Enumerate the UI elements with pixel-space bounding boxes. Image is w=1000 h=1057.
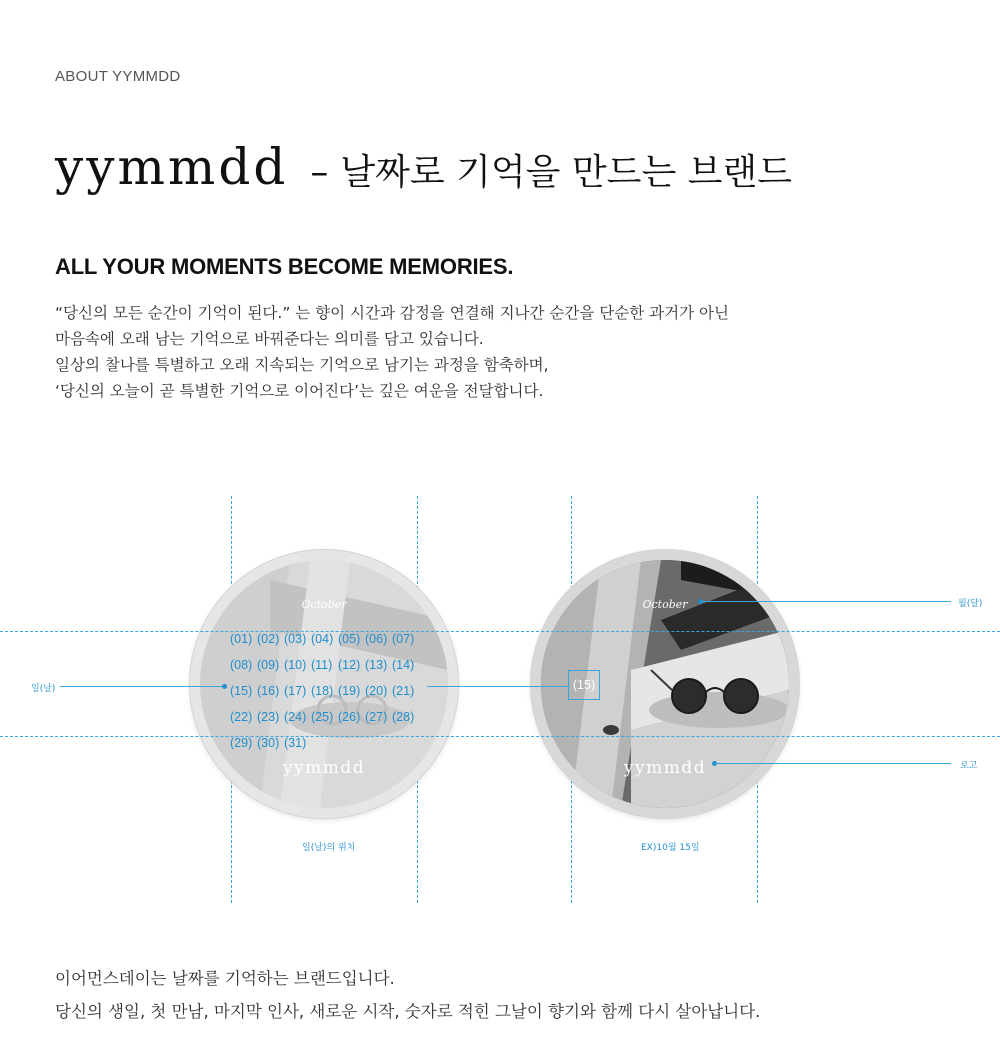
day-number: (30) bbox=[257, 736, 280, 750]
left-coaster-caption: 일(날)의 위치 bbox=[302, 843, 356, 853]
day-number: (21) bbox=[392, 684, 415, 698]
day-number: (08) bbox=[230, 658, 253, 672]
description-line: “당신의 모든 순간이 기억이 된다.” 는 향이 시간과 감정을 연결해 지나간 순간을 단순한 과거가 아닌 bbox=[55, 304, 729, 322]
page-title bbox=[55, 138, 792, 196]
day-number: (19) bbox=[338, 684, 361, 698]
day-number: (20) bbox=[365, 684, 388, 698]
day-number-grid bbox=[230, 628, 420, 758]
day-number: (04) bbox=[311, 632, 334, 646]
guide-line-horizontal bbox=[0, 631, 1000, 632]
day-number: (16) bbox=[257, 684, 280, 698]
day-number: (22) bbox=[230, 710, 253, 724]
coaster-month: October bbox=[301, 598, 347, 611]
brand-description bbox=[55, 300, 935, 404]
day-number: (01) bbox=[230, 632, 253, 646]
brand-wordmark: yymmdd bbox=[55, 138, 289, 196]
day-leader-line bbox=[60, 686, 224, 687]
footer-line: 당신의 생일, 첫 만남, 마지막 인사, 새로운 시작, 숫자로 적힌 그날이 향기와 함께 다시 살아납니다. bbox=[55, 1002, 761, 1021]
selected-day-marker: (15) bbox=[568, 670, 600, 700]
month-leader-line bbox=[701, 601, 951, 602]
day-number: (07) bbox=[392, 632, 415, 646]
description-line: 마음속에 오래 남는 기억으로 바꿔준다는 의미를 담고 있습니다. bbox=[55, 330, 484, 348]
coaster-logo: yymmdd bbox=[623, 758, 707, 778]
coaster-logo: yymmdd bbox=[282, 758, 366, 778]
day-number: (10) bbox=[284, 658, 307, 672]
month-label: 월(달) bbox=[958, 599, 983, 609]
title-dash: – bbox=[310, 152, 329, 193]
day-number: (05) bbox=[338, 632, 361, 646]
day-number: (27) bbox=[365, 710, 388, 724]
coaster-month: October bbox=[642, 598, 688, 611]
day-number: (18) bbox=[311, 684, 334, 698]
day-number: (28) bbox=[392, 710, 415, 724]
day-leader-dot bbox=[222, 684, 227, 689]
guide-line-horizontal bbox=[0, 736, 1000, 737]
day-number: (11) bbox=[311, 658, 333, 672]
day-number: (23) bbox=[257, 710, 280, 724]
logo-leader-line bbox=[715, 763, 951, 764]
day-number: (06) bbox=[365, 632, 388, 646]
day-number: (09) bbox=[257, 658, 280, 672]
day-number: (17) bbox=[284, 684, 307, 698]
logo-label: 로고 bbox=[960, 761, 978, 771]
day-number: (25) bbox=[311, 710, 334, 724]
day-number: (02) bbox=[257, 632, 280, 646]
brand-footer-text bbox=[55, 962, 945, 1028]
day-label: 일(날) bbox=[31, 684, 56, 694]
day-number: (31) bbox=[284, 736, 307, 750]
description-line: ‘당신의 오늘이 곧 특별한 기억으로 이어진다’는 깊은 여운을 전달합니다. bbox=[55, 382, 544, 400]
description-line: 일상의 찰나를 특별하고 오래 지속되는 기억으로 남기는 과정을 함축하며, bbox=[55, 356, 549, 374]
day-number: (13) bbox=[365, 658, 388, 672]
eyebrow-label: ABOUT YYMMDD bbox=[55, 68, 181, 85]
day-number: (29) bbox=[230, 736, 253, 750]
brand-tagline: 날짜로 기억을 만드는 브랜드 bbox=[340, 152, 792, 193]
day-connector-line bbox=[427, 686, 568, 687]
day-number: (26) bbox=[338, 710, 361, 724]
right-coaster-caption: EX)10월 15일 bbox=[641, 843, 700, 853]
day-number: (12) bbox=[338, 658, 361, 672]
footer-line: 이어먼스데이는 날짜를 기억하는 브랜드입니다. bbox=[55, 969, 395, 988]
day-number: (14) bbox=[392, 658, 415, 672]
day-number: (03) bbox=[284, 632, 307, 646]
day-number: (15) bbox=[230, 684, 253, 698]
day-number: (24) bbox=[284, 710, 307, 724]
section-subheading: ALL YOUR MOMENTS BECOME MEMORIES. bbox=[55, 254, 514, 279]
